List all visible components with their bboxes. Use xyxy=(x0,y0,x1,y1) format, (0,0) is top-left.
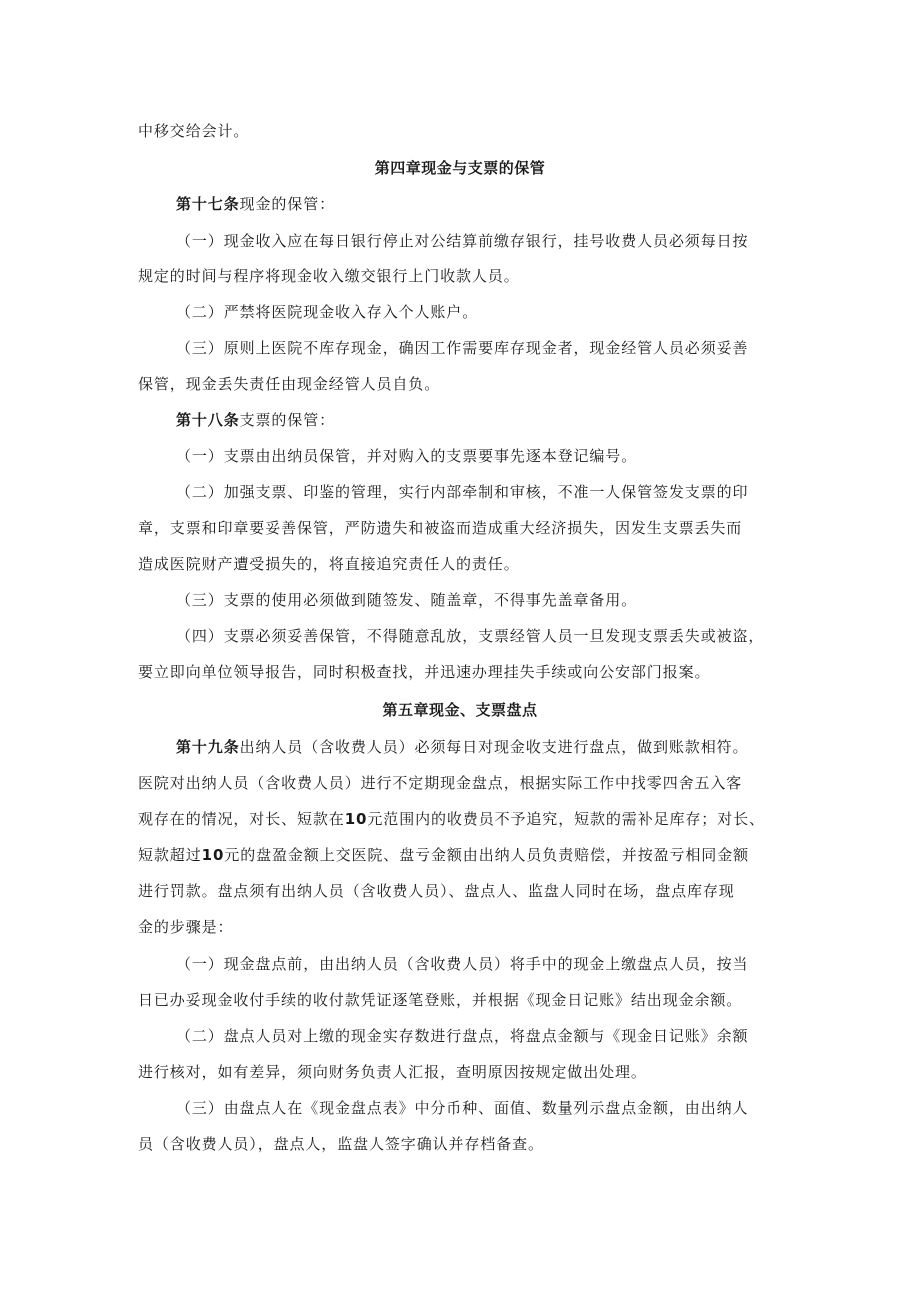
article-18-title: 支票的保管： xyxy=(239,411,336,429)
text-line: 医院对出纳人员（含收费人员）进行不定期现金盘点，根据实际工作中找零四舍五入客 xyxy=(138,774,743,792)
text-line: 保管，现金丢失责任由现金经管人员自负。 xyxy=(138,375,441,393)
article-18-label: 第十八条 xyxy=(176,411,240,429)
text-line: （一）现金收入应在每日银行停止对公结算前缴存银行，挂号收费人员必须每日按 xyxy=(176,232,749,250)
article-19-line xyxy=(176,737,748,757)
text-line: （二）盘点人员对上缴的现金实存数进行盘点，将盘点金额与《现金日记账》余额 xyxy=(176,1027,749,1045)
text-line: （三）由盘点人在《现金盘点表》中分币种、面值、数量列示盘点金额，由出纳人 xyxy=(176,1099,749,1117)
text-line: 进行罚款。盘点须有出纳人员（含收费人员）、盘点人、监盘人同时在场，盘点库存现 xyxy=(138,882,735,900)
text-segment: 观存在的情况，对长、短款在 xyxy=(138,810,345,828)
text-line: 日已办妥现金收付手续的收付款凭证逐笔登账，并根据《现金日记账》结出现金余额。 xyxy=(138,991,743,1009)
text-line: 章，支票和印章要妥善保管，严防遗失和被盗而造成重大经济损失，因发生支票丢失而 xyxy=(138,519,743,537)
text-line: （二）严禁将医院现金收入存入个人账户。 xyxy=(176,303,479,321)
article-17-heading xyxy=(176,194,335,214)
text-line: （一）现金盘点前，由出纳人员（含收费人员）将手中的现金上缴盘点人员，按当 xyxy=(176,955,749,973)
text-line: 进行核对，如有差异，须向财务负责人汇报，查明原因按规定做出处理。 xyxy=(138,1063,647,1081)
text-line xyxy=(138,845,749,865)
text-line: 中移交给会计。 xyxy=(138,122,250,140)
article-19-text: 出纳人员（含收费人员）必须每日对现金收支进行盘点，做到账款相符。 xyxy=(239,738,749,756)
text-segment: 元范围内的收费员不予追究，短款的需补足库存；对长、 xyxy=(367,810,765,828)
amount-number: 10 xyxy=(201,846,225,864)
text-line: 员（含收费人员），盘点人，监盘人签字确认并存档备查。 xyxy=(138,1135,544,1153)
text-line: 规定的时间与程序将现金收入缴交银行上门收款人员。 xyxy=(138,267,520,285)
text-line: （二）加强支票、印鉴的管理，实行内部牵制和审核，不准一人保管签发支票的印 xyxy=(176,483,749,501)
text-line: （三）支票的使用必须做到随签发、随盖章，不得事先盖章备用。 xyxy=(176,591,638,609)
chapter-5-heading: 第五章现金、支票盘点 xyxy=(382,701,538,719)
article-17-title: 现金的保管： xyxy=(239,195,336,213)
chapter-4-heading: 第四章现金与支票的保管 xyxy=(374,159,546,177)
text-line: 金的步骤是： xyxy=(138,918,234,936)
text-line: （一）支票由出纳员保管，并对购入的支票要事先逐本登记编号。 xyxy=(176,447,638,465)
text-line: 要立即向单位领导报告，同时积极查找，并迅速办理挂失手续或向公安部门报案。 xyxy=(138,663,711,681)
text-line: 造成医院财产遭受损失的，将直接追究责任人的责任。 xyxy=(138,555,520,573)
text-segment: 元的盘盈金额上交医院、盘亏金额由出纳人员负责赔偿，并按盈亏相同金额 xyxy=(224,846,750,864)
article-18-heading xyxy=(176,410,335,430)
article-17-label: 第十七条 xyxy=(176,195,240,213)
article-19-label: 第十九条 xyxy=(176,738,240,756)
amount-number: 10 xyxy=(344,810,368,828)
text-line xyxy=(138,809,765,829)
text-line: （四）支票必须妥善保管，不得随意乱放，支票经管人员一旦发现支票丢失或被盗， xyxy=(176,627,765,645)
text-line: （三）原则上医院不库存现金，确因工作需要库存现金者，现金经管人员必须妥善 xyxy=(176,339,749,357)
text-segment: 短款超过 xyxy=(138,846,202,864)
